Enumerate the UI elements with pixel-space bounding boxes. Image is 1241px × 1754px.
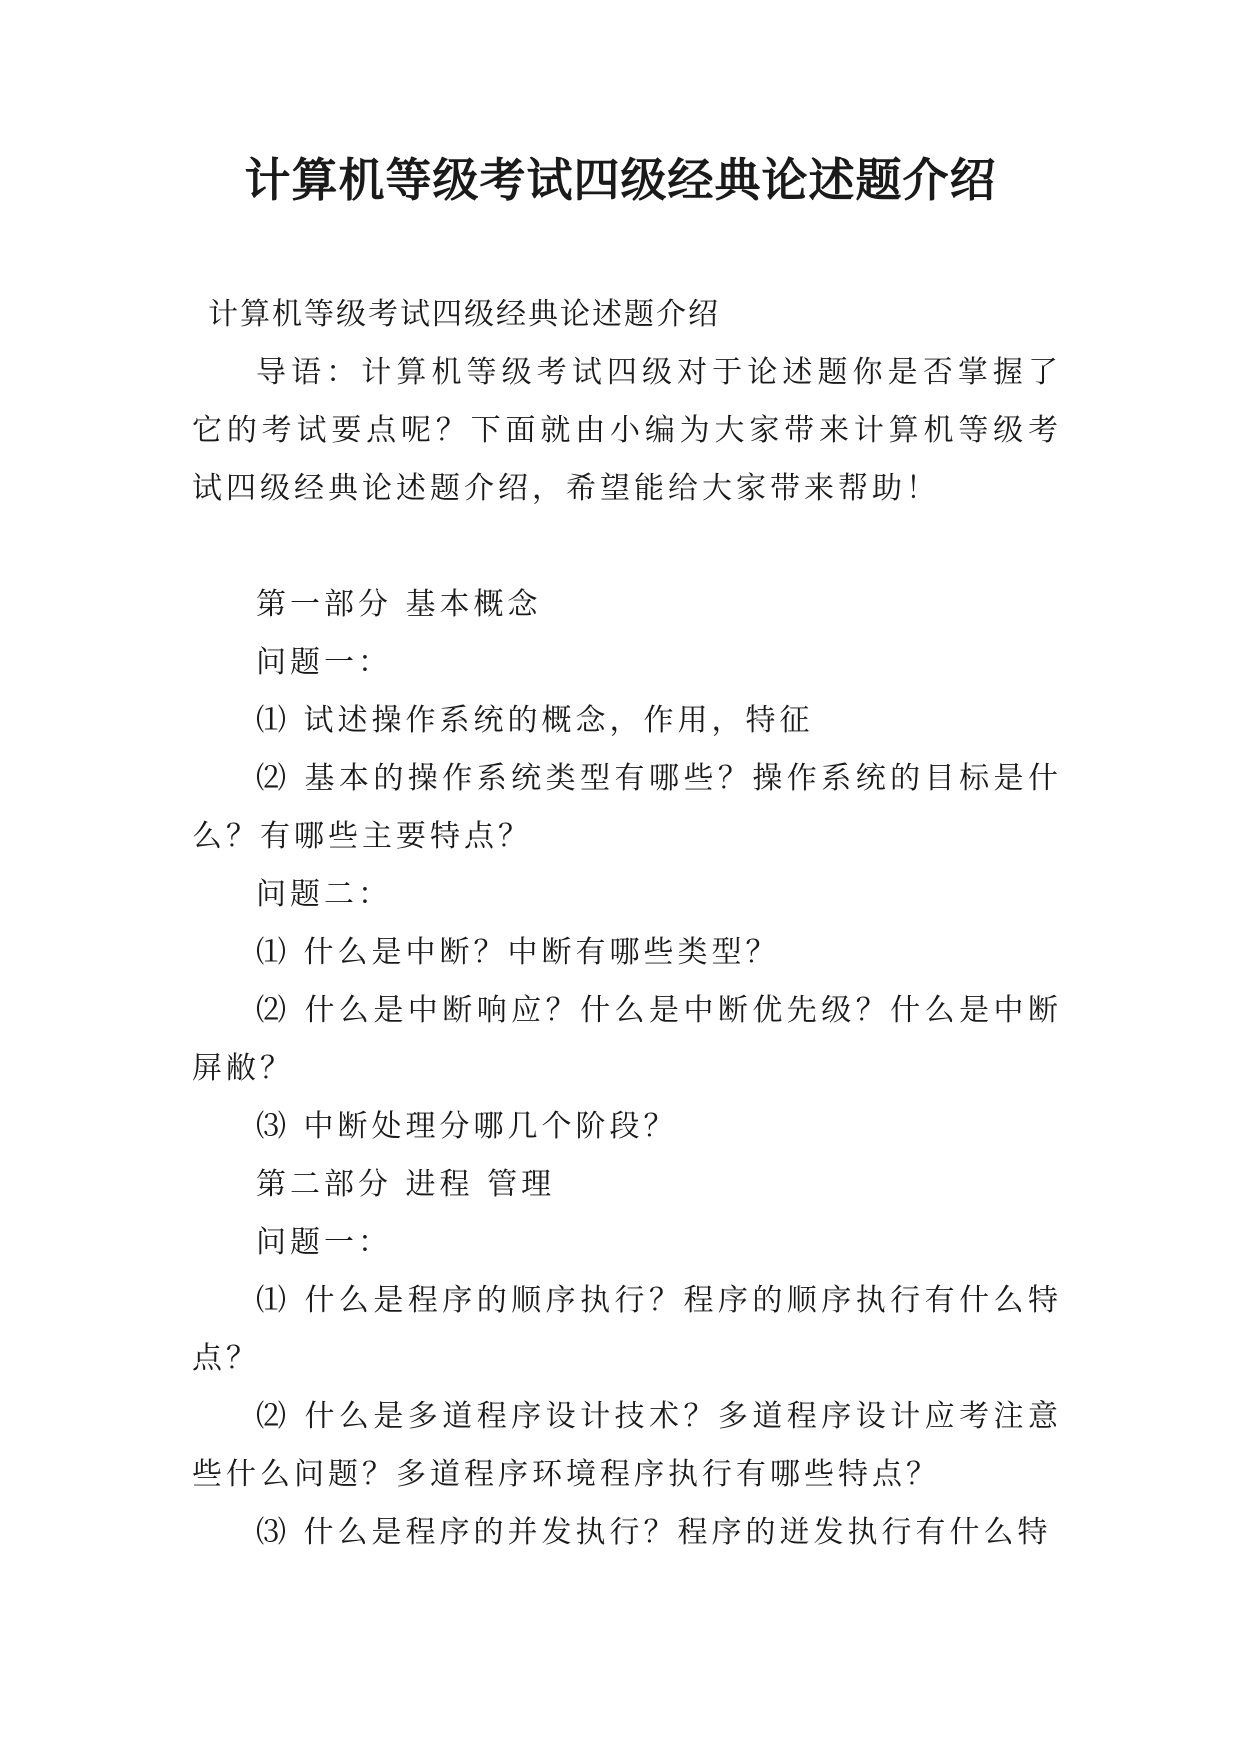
part1-heading: 第一部分 基本概念 — [256, 587, 542, 622]
paragraph-spacer — [192, 518, 1062, 576]
part2-question1-item: ⑶ 什么是程序的并发执行？程序的迸发执行有什么特 — [256, 1515, 1052, 1550]
part2-heading: 第二部分 进程 管理 — [256, 1167, 556, 1202]
part1-question1-label: 问题一： — [256, 645, 392, 680]
part1-question1-item: ⑵ 基本的操作系统类型有哪些？操作系统的目标是什么？有哪些主要特点？ — [192, 761, 1062, 854]
document-title: 计算机等级考试四级经典论述题介绍 — [244, 153, 997, 207]
part1-question2-label: 问题二： — [256, 877, 392, 912]
part2-question1-item: ⑵ 什么是多道程序设计技术？多道程序设计应考注意些什么问题？多道程序环境程序执行有哪些特点？ — [192, 1399, 1062, 1492]
part1-question2-item: ⑵ 什么是中断响应？什么是中断优先级？什么是中断屏敝？ — [192, 993, 1062, 1086]
document-body — [192, 286, 1062, 1562]
document-subtitle: 计算机等级考试四级经典论述题介绍 — [208, 297, 720, 332]
part2-question1-label: 问题一： — [256, 1225, 392, 1260]
intro-paragraph: 导语：计算机等级考试四级对于论述题你是否掌握了它的考试要点呢？下面就由小编为大家带来计算机等级考试四级经典论述题介绍，希望能给大家带来帮助！ — [192, 355, 1062, 506]
part1-question2-item: ⑶ 中断处理分哪几个阶段？ — [256, 1109, 678, 1144]
part1-question1-item: ⑴ 试述操作系统的概念，作用，特征 — [256, 703, 814, 738]
part1-question2-item: ⑴ 什么是中断？中断有哪些类型？ — [256, 935, 780, 970]
part2-question1-item: ⑴ 什么是程序的顺序执行？程序的顺序执行有什么特点？ — [192, 1283, 1062, 1376]
